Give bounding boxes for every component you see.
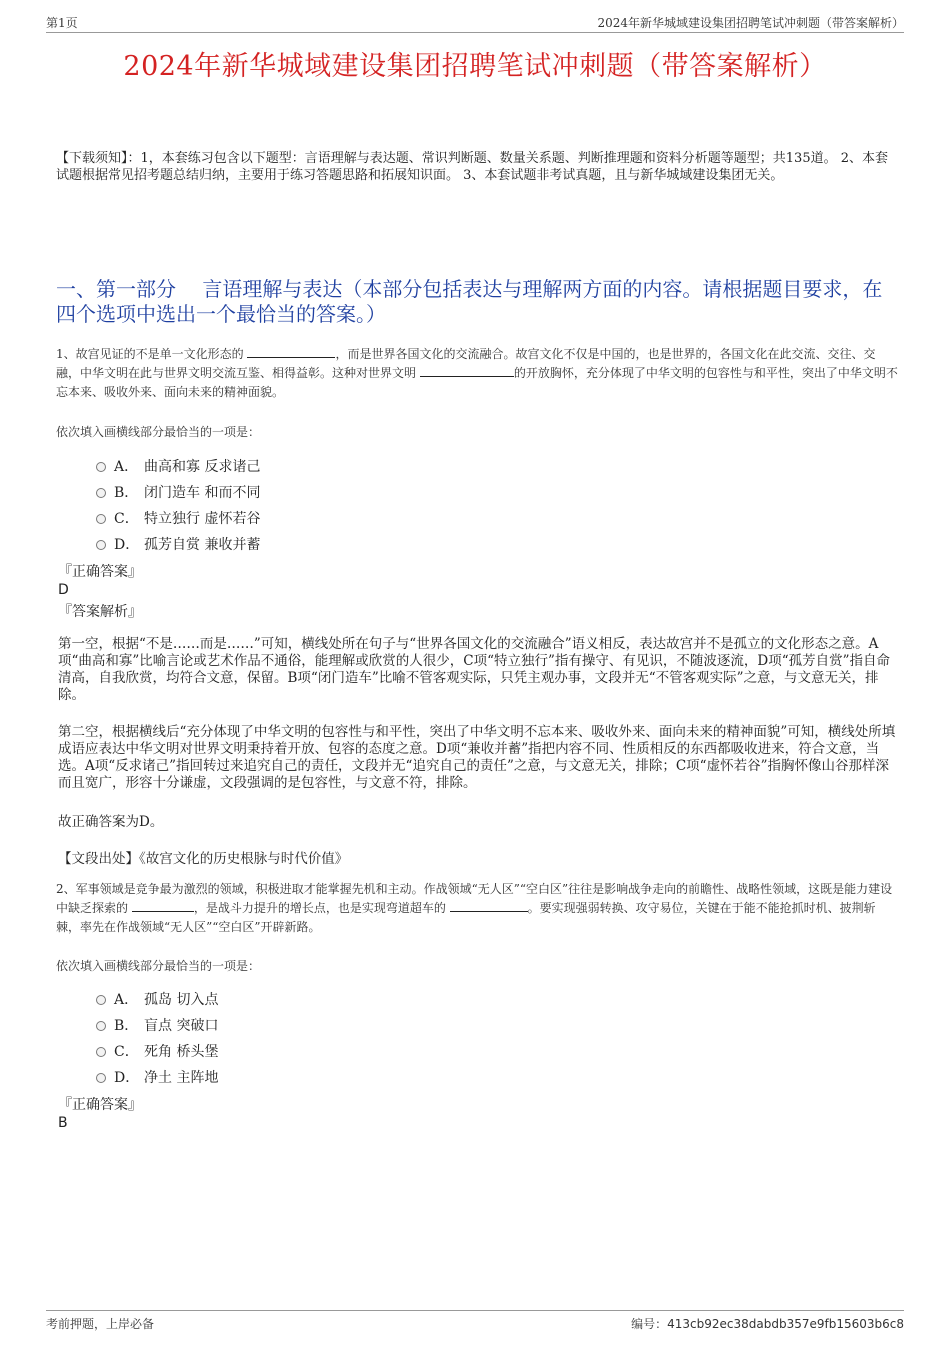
- option-c[interactable]: [56, 505, 898, 531]
- radio-icon[interactable]: [96, 1073, 106, 1083]
- fill-blank: [132, 899, 194, 912]
- option-letter: D．: [114, 537, 140, 553]
- analysis-paragraph-1: 第一空，根据“不是……而是……”可知，横线处所在句子与“世界各国文化的交流融合”语义相反，表达故宫并不是孤立的文化形态之意。A项“曲高和寡”比喻言论或艺术作品不通俗，能理解或欣赏的人很少，C项“特立独行”指有操守、有见识，不随波逐流，D项“孤芳自赏”指自命清高，自我欣赏，均符合文意，保留。B项“闭门造车”比喻不管客观实际，只凭主观办事，文段并无“不管客观实际”之意，与文意无关，排除。: [58, 636, 891, 703]
- option-text: 净土 主阵地: [144, 1070, 219, 1086]
- radio-icon[interactable]: [96, 1021, 106, 1031]
- footer-slogan: 考前押题，上岸必备: [46, 1317, 155, 1331]
- code-value: 413cb92ec38dabdb357e9fb15603b6c8: [667, 1317, 904, 1331]
- option-text: 盲点 突破口: [144, 1018, 219, 1034]
- stem-text: 2、军事领域是竞争最为激烈的领域，积极进取才能掌握先机和主动。作战领域“无人区”“空白区”往往是影响战争走向的前瞻性、战略性领域，这既是能力建设中缺乏探索的: [56, 882, 893, 915]
- option-text: 孤芳自赏 兼收并蓄: [144, 537, 261, 553]
- page-number: 第1页: [46, 16, 78, 30]
- option-letter: A．: [114, 992, 139, 1008]
- answer-label: 『正确答案』: [58, 1097, 142, 1113]
- question-1-instruction: 依次填入画横线部分最恰当的一项是：: [56, 425, 261, 439]
- option-text: 曲高和寡 反求诸己: [144, 459, 261, 475]
- question-1-options: [56, 453, 898, 557]
- code-label: 编号：: [631, 1317, 668, 1331]
- footer-code: [631, 1315, 904, 1332]
- analysis-label: 『答案解析』: [58, 604, 142, 620]
- option-a[interactable]: [56, 986, 898, 1012]
- stem-text: ，而是世界各国文化的交流融合。故宫文化不仅是中国的，也是世界的，各国文化在此交流、交往、交融，中华文明在此与世界文明交流互鉴、相得益彰。这种对世界文明: [56, 347, 876, 380]
- section-title: 一、第一部分 言语理解与表达（本部分包括表达与理解两方面的内容。请根据题目要求，在四个选项中选出一个最恰当的答案。）: [56, 277, 883, 326]
- question-2-stem: [56, 880, 898, 937]
- page-footer: [46, 1310, 904, 1331]
- stem-text: 的开放胸怀，充分体现了中华文明的包容性与和平性，突出了中华文明不忘本来、吸收外来、面向未来的精神面貌。: [56, 366, 898, 399]
- option-letter: D．: [114, 1070, 140, 1086]
- radio-icon[interactable]: [96, 540, 106, 550]
- option-letter: C．: [114, 511, 139, 527]
- option-letter: B．: [114, 1018, 139, 1034]
- option-text: 闭门造车 和而不同: [144, 485, 261, 501]
- question-1-stem: [56, 345, 898, 402]
- option-c[interactable]: [56, 1038, 898, 1064]
- radio-icon[interactable]: [96, 488, 106, 498]
- option-b[interactable]: [56, 479, 898, 505]
- analysis-paragraph-2: 第二空，根据横线后“充分体现了中华文明的包容性与和平性，突出了中华文明不忘本来、吸收外来、面向未来的精神面貌”可知，横线处所填成语应表达中华文明对世界文明秉持着开放、包容的态度之意。D项“兼收并蓄”指把内容不同、性质相反的东西都吸收进来，符合文意，当选。A项“反求诸己”指回转过来追究自己的责任，文段并无“追究自己的责任”之意，与文意无关，排除；C项“虚怀若谷”指胸怀像山谷那样深而且宽广，形容十分谦虚，文段强调的是包容性，与文意不符，排除。: [58, 724, 896, 791]
- radio-icon[interactable]: [96, 514, 106, 524]
- radio-icon[interactable]: [96, 995, 106, 1005]
- option-d[interactable]: [56, 531, 898, 557]
- answer-label: 『正确答案』: [58, 564, 142, 580]
- radio-icon[interactable]: [96, 462, 106, 472]
- stem-text: ，是战斗力提升的增长点，也是实现弯道超车的: [193, 901, 450, 915]
- stem-text: 。要实现强弱转换、攻守易位，关键在于能不能抢抓时机、披荆斩棘，率先在作战领域“无人区”“空白区”开辟新路。: [56, 901, 876, 934]
- option-text: 死角 桥头堡: [144, 1044, 219, 1060]
- option-text: 孤岛 切入点: [144, 992, 219, 1008]
- fill-blank: [247, 345, 335, 358]
- download-notice: 【下载须知】：1，本套练习包含以下题型：言语理解与表达题、常识判断题、数量关系题、判断推理题和资料分析题等题型；共135道。 2、本套试题根据常见招考题总结归纳，主要用于练习答题思路和拓展知识面。 3、本套试题非考试真题，且与新华城域建设集团无关。: [56, 151, 888, 183]
- stem-text: 1、故宫见证的不是单一文化形态的: [56, 347, 248, 361]
- answer-value: B: [58, 1115, 68, 1131]
- option-b[interactable]: [56, 1012, 898, 1038]
- radio-icon[interactable]: [96, 1047, 106, 1057]
- question-2-options: [56, 986, 898, 1090]
- document-title: 2024年新华城域建设集团招聘笔试冲刺题（带答案解析）: [123, 51, 827, 82]
- header-doc-title: 2024年新华城域建设集团招聘笔试冲刺题（带答案解析）: [597, 16, 904, 30]
- option-letter: C．: [114, 1044, 139, 1060]
- option-letter: B．: [114, 485, 139, 501]
- question-1: [56, 345, 898, 402]
- analysis-conclusion: 故正确答案为D。: [58, 814, 164, 830]
- fill-blank: [450, 899, 528, 912]
- answer-value: D: [58, 582, 69, 598]
- option-letter: A．: [114, 459, 139, 475]
- passage-source: 【文段出处】《故宫文化的历史根脉与时代价值》: [58, 851, 349, 867]
- question-2-instruction: 依次填入画横线部分最恰当的一项是：: [56, 959, 261, 973]
- question-2: [56, 880, 898, 937]
- option-d[interactable]: [56, 1064, 898, 1090]
- page-header: [46, 14, 904, 33]
- option-text: 特立独行 虚怀若谷: [144, 511, 261, 527]
- fill-blank: [420, 364, 514, 377]
- option-a[interactable]: [56, 453, 898, 479]
